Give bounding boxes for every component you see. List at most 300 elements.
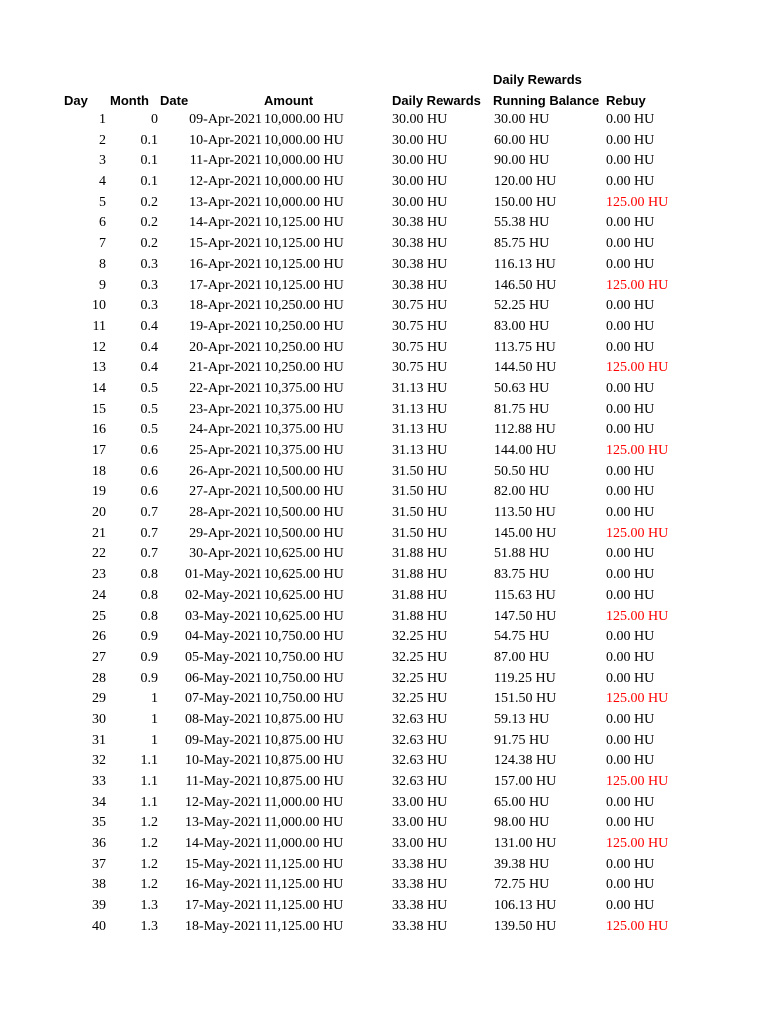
- cell-amount: 11,125.00 HU: [264, 918, 344, 934]
- cell-amount: 10,375.00 HU: [264, 443, 344, 458]
- cell-month: 1.2: [140, 877, 158, 893]
- cell-date: 21-Apr-2021: [189, 360, 262, 376]
- cell-daily-rewards: 30.38 HU: [392, 236, 448, 252]
- cell-running-balance: 52.25 HU: [494, 298, 550, 314]
- table-row: [0, 689, 768, 710]
- cell-day: 4: [99, 174, 106, 190]
- header-daily-rewards: Daily Rewards: [392, 93, 481, 108]
- cell-daily-rewards: 31.88 HU: [392, 608, 448, 624]
- cell-running-balance: 90.00 HU: [494, 153, 550, 169]
- table-row: [0, 255, 768, 276]
- cell-month: 0.4: [140, 339, 158, 355]
- cell-date: 23-Apr-2021: [189, 401, 262, 417]
- cell-amount: 11,000.00 HU: [264, 815, 344, 831]
- cell-day: 8: [99, 256, 106, 272]
- cell-day: 31: [92, 732, 106, 748]
- table-row: [0, 813, 768, 834]
- cell-running-balance: 81.75 HU: [494, 401, 550, 417]
- cell-running-balance: 113.50 HU: [494, 505, 556, 521]
- cell-date: 06-May-2021: [185, 670, 262, 686]
- cell-running-balance: 120.00 HU: [494, 174, 557, 190]
- cell-date: 14-Apr-2021: [189, 215, 262, 231]
- cell-rebuy: 0.00 HU: [606, 215, 655, 231]
- cell-running-balance: 144.00 HU: [494, 443, 557, 458]
- cell-amount: 10,750.00 HU: [264, 629, 344, 645]
- cell-amount: 10,875.00 HU: [264, 711, 344, 727]
- cell-amount: 10,500.00 HU: [264, 484, 344, 500]
- cell-month: 0.5: [140, 422, 158, 438]
- cell-day: 20: [92, 505, 106, 521]
- cell-running-balance: 139.50 HU: [494, 918, 557, 934]
- cell-date: 18-Apr-2021: [189, 298, 262, 314]
- cell-amount: 10,000.00 HU: [264, 112, 344, 127]
- cell-rebuy: 0.00 HU: [606, 649, 655, 665]
- cell-amount: 10,000.00 HU: [264, 153, 344, 169]
- cell-month: 0.3: [140, 277, 158, 293]
- cell-daily-rewards: 30.75 HU: [392, 339, 448, 355]
- cell-date: 16-May-2021: [185, 877, 262, 893]
- cell-day: 14: [92, 380, 106, 396]
- cell-running-balance: 83.00 HU: [494, 318, 550, 334]
- cell-month: 0.6: [140, 463, 158, 479]
- header-date: Date: [160, 93, 189, 108]
- table-row: [0, 875, 768, 896]
- cell-month: 0.3: [140, 298, 158, 314]
- cell-running-balance: 91.75 HU: [494, 732, 550, 748]
- cell-rebuy: 0.00 HU: [606, 401, 655, 417]
- cell-running-balance: 50.63 HU: [494, 380, 550, 396]
- cell-month: 0.2: [140, 236, 158, 252]
- cell-amount: 10,125.00 HU: [264, 256, 344, 272]
- cell-day: 40: [92, 918, 106, 934]
- cell-day: 35: [92, 815, 106, 831]
- cell-day: 36: [92, 836, 106, 852]
- table-row: [0, 379, 768, 400]
- cell-rebuy: 0.00 HU: [606, 898, 655, 914]
- cell-running-balance: 72.75 HU: [494, 877, 550, 893]
- cell-rebuy: 0.00 HU: [606, 587, 655, 603]
- cell-daily-rewards: 32.63 HU: [392, 711, 448, 727]
- cell-date: 15-Apr-2021: [189, 236, 262, 252]
- cell-date: 18-May-2021: [185, 918, 262, 934]
- table-row: [0, 751, 768, 772]
- cell-amount: 10,125.00 HU: [264, 236, 344, 252]
- cell-amount: 11,125.00 HU: [264, 856, 344, 872]
- cell-month: 1.2: [140, 815, 158, 831]
- data-rows: [0, 110, 768, 938]
- cell-month: 1.2: [140, 856, 158, 872]
- header-rebuy: Rebuy: [606, 93, 646, 108]
- cell-running-balance: 124.38 HU: [494, 753, 557, 769]
- cell-daily-rewards: 32.63 HU: [392, 732, 448, 748]
- cell-amount: 10,000.00 HU: [264, 132, 344, 148]
- cell-running-balance: 131.00 HU: [494, 836, 557, 852]
- cell-running-balance: 112.88 HU: [494, 422, 556, 438]
- cell-daily-rewards: 30.38 HU: [392, 256, 448, 272]
- table-row: [0, 441, 768, 462]
- cell-rebuy: 0.00 HU: [606, 794, 655, 810]
- cell-rebuy: 125.00 HU: [606, 360, 669, 376]
- cell-month: 0.5: [140, 380, 158, 396]
- cell-amount: 10,750.00 HU: [264, 670, 344, 686]
- cell-running-balance: 157.00 HU: [494, 774, 557, 789]
- cell-rebuy: 0.00 HU: [606, 380, 655, 396]
- cell-daily-rewards: 30.00 HU: [392, 112, 448, 127]
- cell-daily-rewards: 31.13 HU: [392, 401, 448, 417]
- cell-daily-rewards: 32.63 HU: [392, 774, 448, 789]
- cell-month: 1.1: [140, 774, 158, 789]
- cell-month: 1: [151, 691, 158, 707]
- cell-amount: 10,125.00 HU: [264, 215, 344, 231]
- cell-date: 09-May-2021: [185, 732, 262, 748]
- cell-amount: 10,750.00 HU: [264, 649, 344, 665]
- cell-daily-rewards: 31.50 HU: [392, 484, 448, 500]
- cell-running-balance: 147.50 HU: [494, 608, 557, 624]
- cell-rebuy: 0.00 HU: [606, 711, 655, 727]
- cell-daily-rewards: 33.00 HU: [392, 794, 448, 810]
- cell-day: 19: [92, 484, 106, 500]
- cell-rebuy: 0.00 HU: [606, 318, 655, 334]
- table-row: [0, 358, 768, 379]
- header-day: Day: [64, 93, 88, 108]
- cell-amount: 11,125.00 HU: [264, 877, 344, 893]
- cell-amount: 10,625.00 HU: [264, 546, 344, 562]
- cell-date: 17-May-2021: [185, 898, 262, 914]
- cell-day: 16: [92, 422, 106, 438]
- table-row: [0, 917, 768, 938]
- cell-running-balance: 144.50 HU: [494, 360, 557, 376]
- table-row: [0, 544, 768, 565]
- cell-rebuy: 125.00 HU: [606, 774, 669, 789]
- header-amount: Amount: [264, 93, 314, 108]
- table-row: [0, 234, 768, 255]
- cell-daily-rewards: 31.88 HU: [392, 567, 448, 583]
- table-row: [0, 627, 768, 648]
- table-row: [0, 193, 768, 214]
- cell-rebuy: 125.00 HU: [606, 918, 669, 934]
- cell-amount: 10,250.00 HU: [264, 318, 344, 334]
- cell-date: 02-May-2021: [185, 587, 262, 603]
- cell-day: 9: [99, 277, 106, 293]
- cell-rebuy: 0.00 HU: [606, 132, 655, 148]
- cell-rebuy: 0.00 HU: [606, 877, 655, 893]
- cell-daily-rewards: 31.50 HU: [392, 463, 448, 479]
- cell-amount: 10,250.00 HU: [264, 339, 344, 355]
- table-row: [0, 276, 768, 297]
- cell-daily-rewards: 31.13 HU: [392, 380, 448, 396]
- cell-daily-rewards: 31.50 HU: [392, 505, 448, 521]
- cell-daily-rewards: 30.38 HU: [392, 215, 448, 231]
- cell-month: 1: [151, 711, 158, 727]
- cell-rebuy: 0.00 HU: [606, 339, 655, 355]
- cell-amount: 10,875.00 HU: [264, 732, 344, 748]
- cell-amount: 10,625.00 HU: [264, 567, 344, 583]
- cell-day: 3: [99, 153, 106, 169]
- cell-day: 39: [92, 898, 106, 914]
- cell-rebuy: 0.00 HU: [606, 567, 655, 583]
- cell-amount: 10,125.00 HU: [264, 277, 344, 293]
- cell-day: 13: [92, 360, 106, 376]
- table-row: [0, 172, 768, 193]
- cell-daily-rewards: 30.00 HU: [392, 132, 448, 148]
- cell-day: 17: [92, 443, 106, 458]
- cell-rebuy: 0.00 HU: [606, 670, 655, 686]
- cell-date: 08-May-2021: [185, 711, 262, 727]
- cell-month: 0.7: [140, 546, 158, 562]
- cell-month: 0.7: [140, 525, 158, 541]
- cell-daily-rewards: 32.25 HU: [392, 670, 448, 686]
- cell-running-balance: 98.00 HU: [494, 815, 550, 831]
- cell-running-balance: 145.00 HU: [494, 525, 557, 541]
- cell-running-balance: 65.00 HU: [494, 794, 550, 810]
- cell-day: 12: [92, 339, 106, 355]
- cell-day: 18: [92, 463, 106, 479]
- cell-date: 26-Apr-2021: [189, 463, 262, 479]
- cell-month: 0.9: [140, 649, 158, 665]
- cell-daily-rewards: 32.25 HU: [392, 649, 448, 665]
- cell-amount: 10,250.00 HU: [264, 360, 344, 376]
- cell-amount: 10,875.00 HU: [264, 753, 344, 769]
- cell-amount: 10,625.00 HU: [264, 587, 344, 603]
- cell-amount: 10,375.00 HU: [264, 401, 344, 417]
- cell-month: 0.9: [140, 670, 158, 686]
- cell-month: 0.6: [140, 443, 158, 458]
- table-row: [0, 855, 768, 876]
- cell-rebuy: 0.00 HU: [606, 546, 655, 562]
- cell-rebuy: 0.00 HU: [606, 298, 655, 314]
- cell-day: 7: [99, 236, 106, 252]
- cell-daily-rewards: 33.38 HU: [392, 877, 448, 893]
- cell-rebuy: 0.00 HU: [606, 484, 655, 500]
- header-month: Month: [110, 93, 149, 108]
- cell-date: 28-Apr-2021: [189, 505, 262, 521]
- cell-daily-rewards: 33.38 HU: [392, 918, 448, 934]
- table-row: [0, 400, 768, 421]
- cell-daily-rewards: 33.38 HU: [392, 898, 448, 914]
- cell-month: 1.2: [140, 836, 158, 852]
- cell-amount: 10,750.00 HU: [264, 691, 344, 707]
- table-row: [0, 296, 768, 317]
- cell-date: 09-Apr-2021: [189, 112, 262, 127]
- cell-amount: 10,625.00 HU: [264, 608, 344, 624]
- cell-rebuy: 0.00 HU: [606, 753, 655, 769]
- cell-day: 25: [92, 608, 106, 624]
- cell-running-balance: 50.50 HU: [494, 463, 550, 479]
- cell-date: 10-May-2021: [185, 753, 262, 769]
- cell-amount: 10,000.00 HU: [264, 194, 344, 210]
- cell-amount: 11,125.00 HU: [264, 898, 344, 914]
- cell-month: 1: [151, 732, 158, 748]
- table-row: [0, 669, 768, 690]
- cell-daily-rewards: 32.25 HU: [392, 629, 448, 645]
- table-row: [0, 151, 768, 172]
- cell-rebuy: 0.00 HU: [606, 815, 655, 831]
- cell-rebuy: 0.00 HU: [606, 732, 655, 748]
- cell-running-balance: 59.13 HU: [494, 711, 550, 727]
- cell-rebuy: 0.00 HU: [606, 856, 655, 872]
- cell-daily-rewards: 33.00 HU: [392, 836, 448, 852]
- cell-running-balance: 151.50 HU: [494, 691, 557, 707]
- cell-date: 01-May-2021: [185, 567, 262, 583]
- table-row: [0, 503, 768, 524]
- cell-running-balance: 55.38 HU: [494, 215, 550, 231]
- cell-running-balance: 30.00 HU: [494, 112, 550, 127]
- cell-day: 15: [92, 401, 106, 417]
- cell-rebuy: 0.00 HU: [606, 463, 655, 479]
- cell-date: 29-Apr-2021: [189, 525, 262, 541]
- cell-day: 1: [99, 112, 106, 127]
- table-row: [0, 213, 768, 234]
- cell-month: 1.3: [140, 918, 158, 934]
- cell-running-balance: 116.13 HU: [494, 256, 556, 272]
- cell-month: 0.8: [140, 587, 158, 603]
- cell-running-balance: 150.00 HU: [494, 194, 557, 210]
- table-row: [0, 772, 768, 793]
- cell-month: 0.1: [140, 153, 158, 169]
- cell-date: 20-Apr-2021: [189, 339, 262, 355]
- cell-daily-rewards: 31.88 HU: [392, 546, 448, 562]
- cell-day: 21: [92, 525, 106, 541]
- table-row: [0, 648, 768, 669]
- cell-daily-rewards: 30.00 HU: [392, 153, 448, 169]
- cell-date: 11-May-2021: [185, 774, 262, 789]
- cell-date: 30-Apr-2021: [189, 546, 262, 562]
- cell-date: 16-Apr-2021: [189, 256, 262, 272]
- cell-day: 28: [92, 670, 106, 686]
- cell-rebuy: 125.00 HU: [606, 608, 669, 624]
- cell-month: 0: [151, 112, 158, 127]
- cell-running-balance: 60.00 HU: [494, 132, 550, 148]
- table-row: [0, 586, 768, 607]
- cell-running-balance: 106.13 HU: [494, 898, 557, 914]
- cell-rebuy: 0.00 HU: [606, 256, 655, 272]
- cell-rebuy: 125.00 HU: [606, 194, 669, 210]
- cell-rebuy: 0.00 HU: [606, 422, 655, 438]
- cell-date: 15-May-2021: [185, 856, 262, 872]
- cell-running-balance: 119.25 HU: [494, 670, 556, 686]
- cell-day: 38: [92, 877, 106, 893]
- cell-daily-rewards: 31.50 HU: [392, 525, 448, 541]
- cell-daily-rewards: 33.38 HU: [392, 856, 448, 872]
- cell-date: 17-Apr-2021: [189, 277, 262, 293]
- cell-running-balance: 113.75 HU: [494, 339, 556, 355]
- cell-running-balance: 83.75 HU: [494, 567, 550, 583]
- table-row: [0, 317, 768, 338]
- cell-daily-rewards: 31.13 HU: [392, 422, 448, 438]
- cell-rebuy: 0.00 HU: [606, 112, 655, 127]
- cell-running-balance: 82.00 HU: [494, 484, 550, 500]
- cell-day: 23: [92, 567, 106, 583]
- cell-daily-rewards: 33.00 HU: [392, 815, 448, 831]
- cell-running-balance: 39.38 HU: [494, 856, 550, 872]
- table-row: [0, 565, 768, 586]
- table-row: [0, 793, 768, 814]
- cell-month: 0.5: [140, 401, 158, 417]
- cell-date: 19-Apr-2021: [189, 318, 262, 334]
- header-running-balance-line2: Running Balance: [493, 93, 600, 108]
- cell-amount: 10,375.00 HU: [264, 422, 344, 438]
- table-row: [0, 482, 768, 503]
- cell-day: 6: [99, 215, 106, 231]
- cell-month: 0.7: [140, 505, 158, 521]
- cell-date: 24-Apr-2021: [189, 422, 262, 438]
- cell-running-balance: 115.63 HU: [494, 587, 556, 603]
- cell-month: 0.6: [140, 484, 158, 500]
- table-row: [0, 524, 768, 545]
- cell-rebuy: 125.00 HU: [606, 443, 669, 458]
- cell-amount: 10,500.00 HU: [264, 505, 344, 521]
- cell-month: 0.8: [140, 608, 158, 624]
- cell-rebuy: 0.00 HU: [606, 153, 655, 169]
- cell-amount: 11,000.00 HU: [264, 836, 344, 852]
- cell-amount: 10,500.00 HU: [264, 463, 344, 479]
- cell-day: 34: [92, 794, 106, 810]
- cell-amount: 11,000.00 HU: [264, 794, 344, 810]
- cell-day: 29: [92, 691, 106, 707]
- cell-running-balance: 51.88 HU: [494, 546, 550, 562]
- cell-month: 1.3: [140, 898, 158, 914]
- table-row: [0, 338, 768, 359]
- cell-daily-rewards: 30.38 HU: [392, 277, 448, 293]
- cell-month: 0.4: [140, 318, 158, 334]
- cell-amount: 10,500.00 HU: [264, 525, 344, 541]
- cell-date: 03-May-2021: [185, 608, 262, 624]
- cell-month: 1.1: [140, 753, 158, 769]
- table-row: [0, 731, 768, 752]
- cell-date: 07-May-2021: [185, 691, 262, 707]
- cell-date: 13-May-2021: [185, 815, 262, 831]
- cell-date: 05-May-2021: [185, 649, 262, 665]
- cell-month: 0.1: [140, 132, 158, 148]
- cell-date: 14-May-2021: [185, 836, 262, 852]
- cell-date: 12-May-2021: [185, 794, 262, 810]
- cell-rebuy: 125.00 HU: [606, 836, 669, 852]
- cell-amount: 10,250.00 HU: [264, 298, 344, 314]
- cell-date: 13-Apr-2021: [189, 194, 262, 210]
- cell-month: 0.2: [140, 194, 158, 210]
- table-row: [0, 607, 768, 628]
- cell-amount: 10,875.00 HU: [264, 774, 344, 789]
- cell-daily-rewards: 30.75 HU: [392, 360, 448, 376]
- table-row: [0, 420, 768, 441]
- cell-month: 0.2: [140, 215, 158, 231]
- cell-daily-rewards: 32.63 HU: [392, 753, 448, 769]
- cell-day: 26: [92, 629, 106, 645]
- cell-rebuy: 125.00 HU: [606, 277, 669, 293]
- cell-month: 0.3: [140, 256, 158, 272]
- table-row: [0, 896, 768, 917]
- cell-month: 0.1: [140, 174, 158, 190]
- cell-date: 22-Apr-2021: [189, 380, 262, 396]
- cell-date: 27-Apr-2021: [189, 484, 262, 500]
- cell-running-balance: 85.75 HU: [494, 236, 550, 252]
- cell-daily-rewards: 31.88 HU: [392, 587, 448, 603]
- cell-running-balance: 146.50 HU: [494, 277, 557, 293]
- cell-day: 10: [92, 298, 106, 314]
- cell-daily-rewards: 30.75 HU: [392, 298, 448, 314]
- cell-day: 33: [92, 774, 106, 789]
- cell-rebuy: 0.00 HU: [606, 236, 655, 252]
- cell-amount: 10,000.00 HU: [264, 174, 344, 190]
- cell-month: 0.8: [140, 567, 158, 583]
- cell-amount: 10,375.00 HU: [264, 380, 344, 396]
- cell-rebuy: 0.00 HU: [606, 174, 655, 190]
- cell-day: 11: [92, 318, 106, 334]
- cell-day: 5: [99, 194, 106, 210]
- cell-day: 30: [92, 711, 106, 727]
- table-row: [0, 462, 768, 483]
- cell-day: 27: [92, 649, 106, 665]
